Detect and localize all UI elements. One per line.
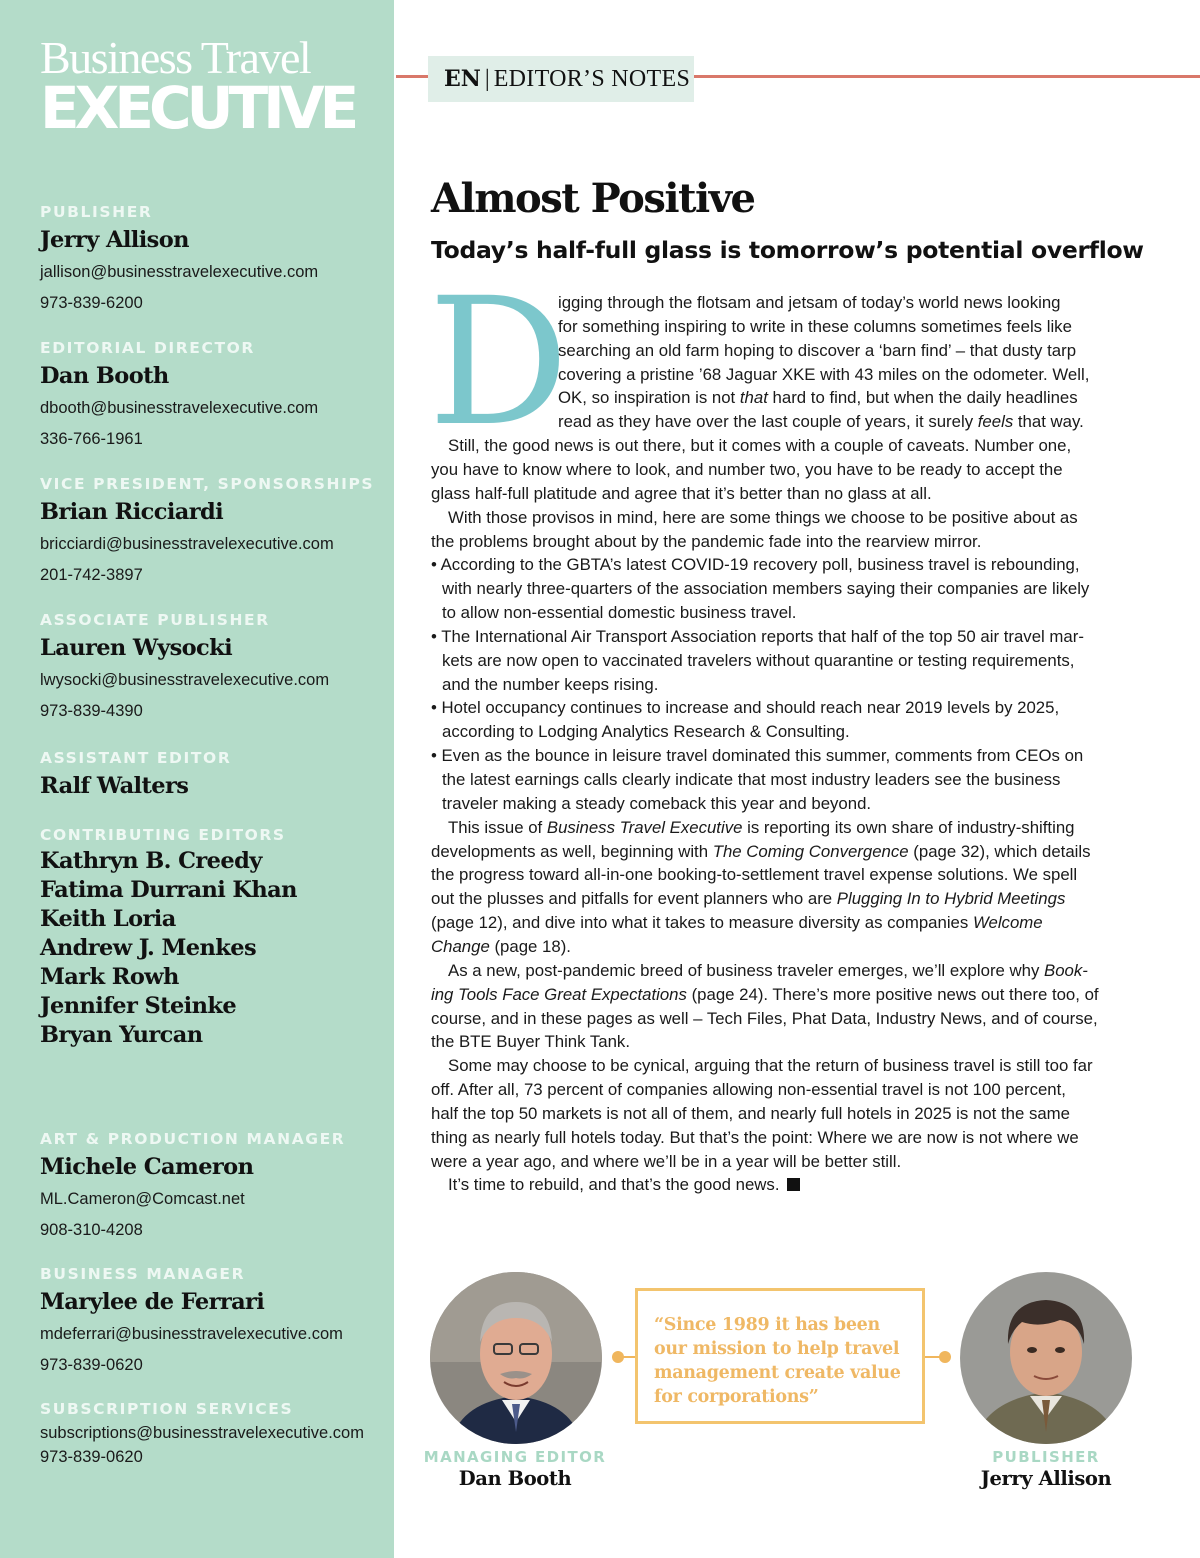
staff-name: Marylee de Ferrari xyxy=(40,1289,265,1315)
article-line: • Hotel occupancy continues to increase and should reach near 2019 levels by 2025, xyxy=(431,698,1060,718)
article-line: Change (page 18). xyxy=(431,936,571,956)
article-line: As a new, post-pandemic breed of business traveler emerges, we’ll explore why Book- xyxy=(448,960,1088,980)
article-line: for something inspiring to write in these columns sometimes feels like xyxy=(558,316,1072,336)
staff-role: VICE PRESIDENT, SPONSORSHIPS xyxy=(40,475,375,493)
article-line: • The International Air Transport Association reports that half of the top 50 air travel mar- xyxy=(431,626,1084,646)
staff-role: CONTRIBUTING EDITORS xyxy=(40,826,286,844)
article-line: and the number keeps rising. xyxy=(442,674,659,694)
staff-role: PUBLISHER xyxy=(40,203,153,221)
contributor-name: Fatima Durrani Khan xyxy=(40,877,297,903)
article-line: igging through the flotsam and jetsam of today’s world news looking xyxy=(558,293,1061,312)
article-line: course, and in these pages as well – Tech Files, Phat Data, Industry News, and of course, xyxy=(431,1008,1098,1028)
staff-editorial-director xyxy=(40,339,390,449)
contributor-name: Jennifer Steinke xyxy=(40,993,237,1019)
article-line: It’s time to rebuild, and that’s the good news. xyxy=(448,1175,800,1195)
staff-phone: 908-310-4208 xyxy=(40,1221,143,1239)
subscription-services xyxy=(40,1400,390,1467)
article-line: out the plusses and pitfalls for event planners who are Plugging In to Hybrid Meetings xyxy=(431,889,1066,909)
portrait-managing-editor xyxy=(430,1272,602,1444)
staff-contributing-editors xyxy=(40,826,390,1050)
staff-associate-publisher xyxy=(40,611,390,721)
staff-name: Michele Cameron xyxy=(40,1154,254,1180)
staff-business-manager xyxy=(40,1265,390,1375)
contributor-name: Keith Loria xyxy=(40,906,176,932)
article-line: developments as well, beginning with The Coming Convergence (page 32), which details xyxy=(431,841,1091,861)
staff-art-production-manager xyxy=(40,1130,390,1240)
staff-name: Lauren Wysocki xyxy=(40,635,233,661)
pull-quote-box xyxy=(635,1288,925,1424)
caption-name-left: Dan Booth xyxy=(458,1467,572,1490)
article-line: read as they have over the last couple of years, it surely feels that way. xyxy=(558,412,1084,432)
article-line: half the top 50 markets is not all of them, and nearly full hotels in 2025 is not the same xyxy=(431,1103,1070,1123)
pull-quote: “Since 1989 it has been our mission to help travel management create value for corporations” xyxy=(654,1315,901,1407)
article-line: OK, so inspiration is not that hard to find, but when the daily headlines xyxy=(558,388,1078,408)
staff-phone: 201-742-3897 xyxy=(40,566,143,584)
staff-role: BUSINESS MANAGER xyxy=(40,1265,246,1283)
brand-logo xyxy=(40,32,370,142)
staff-publisher xyxy=(40,203,390,313)
article-line: This issue of Business Travel Executive is reporting its own share of industry-shifting xyxy=(448,817,1075,837)
caption-role-right: PUBLISHER xyxy=(992,1448,1100,1466)
article-line: Some may choose to be cynical, arguing that the return of business travel is still too far xyxy=(448,1056,1093,1076)
staff-email[interactable]: mdeferrari@businesstravelexecutive.com xyxy=(40,1325,343,1343)
staff-role: SUBSCRIPTION SERVICES xyxy=(40,1400,294,1418)
article-line: the progress toward all-in-one booking-to-settlement travel expense solutions. We spell xyxy=(431,865,1078,885)
section-code: EN xyxy=(444,66,481,92)
staff-name: Brian Ricciardi xyxy=(40,499,224,525)
article-line: you have to know where to look, and number two, you have to be ready to accept the xyxy=(431,459,1063,479)
staff-email[interactable]: ML.Cameron@Comcast.net xyxy=(40,1190,245,1208)
staff-name: Ralf Walters xyxy=(40,773,189,799)
staff-phone: 973-839-0620 xyxy=(40,1356,143,1374)
section-separator: | xyxy=(484,65,490,92)
staff-role: EDITORIAL DIRECTOR xyxy=(40,339,255,357)
staff-email[interactable]: lwysocki@businesstravelexecutive.com xyxy=(40,671,330,689)
staff-email[interactable]: dbooth@businesstravelexecutive.com xyxy=(40,399,319,417)
staff-name: Dan Booth xyxy=(40,363,169,389)
article-line: With those provisos in mind, here are some things we choose to be positive about as xyxy=(448,507,1078,527)
brand-line-1: Business Travel xyxy=(40,32,311,83)
staff-assistant-editor xyxy=(40,749,390,800)
article-line: were a year ago, and where we’ll be in a year will be better still. xyxy=(431,1151,902,1171)
article-line: • Even as the bounce in leisure travel dominated this summer, comments from CEOs on xyxy=(431,746,1084,766)
article-line: traveler making a steady comeback this year and beyond. xyxy=(442,793,872,813)
staff-phone: 973-839-6200 xyxy=(40,294,143,312)
section-name: EDITOR’S NOTES xyxy=(493,65,691,92)
contributor-name: Andrew J. Menkes xyxy=(40,935,257,961)
staff-role: ASSOCIATE PUBLISHER xyxy=(40,611,270,629)
caption-role-left: MANAGING EDITOR xyxy=(423,1448,607,1466)
article-line: (page 12), and dive into what it takes to measure diversity as companies Welcome xyxy=(431,913,1043,933)
contributor-list xyxy=(40,847,390,1050)
article-line: covering a pristine ’68 Jaguar XKE with 43 miles on the odometer. Well, xyxy=(558,364,1090,384)
connector-left xyxy=(618,1356,636,1358)
drop-cap: D xyxy=(428,260,570,465)
end-mark-icon xyxy=(787,1178,800,1191)
staff-phone: 336-766-1961 xyxy=(40,430,143,448)
staff-role: ART & PRODUCTION MANAGER xyxy=(40,1130,346,1148)
caption-name-right: Jerry Allison xyxy=(980,1467,1112,1490)
article-line: thing as nearly full hotels today. But that’s the point: Where we are now is not where we xyxy=(431,1127,1079,1147)
article-line: ing Tools Face Great Expectations (page 24). There’s more positive news out there too, of xyxy=(431,984,1099,1004)
staff-vp-sponsorships xyxy=(40,475,390,585)
staff-email[interactable]: jallison@businesstravelexecutive.com xyxy=(40,263,319,281)
article-line: the problems brought about by the pandemic fade into the rearview mirror. xyxy=(431,531,982,551)
article-line: the latest earnings calls clearly indicate that most industry leaders see the business xyxy=(442,770,1061,789)
subscription-email[interactable]: subscriptions@businesstravelexecutive.com xyxy=(40,1424,364,1442)
article-subtitle: Today’s half-full glass is tomorrow’s potential overflow xyxy=(431,236,1144,264)
article-line: searching an old farm hoping to discover a ‘barn find’ – that dusty tarp xyxy=(558,340,1077,360)
connector-dot-right xyxy=(939,1351,951,1363)
staff-phone: 973-839-4390 xyxy=(40,702,143,720)
article-line: the BTE Buyer Think Tank. xyxy=(431,1032,630,1052)
portrait-publisher xyxy=(960,1272,1132,1444)
contributor-name: Mark Rowh xyxy=(40,964,179,990)
masthead-sidebar xyxy=(0,0,394,1558)
section-header xyxy=(428,56,694,102)
article-line: according to Lodging Analytics Research & Consulting. xyxy=(442,722,850,742)
article-line: off. After all, 73 percent of companies allowing non-essential travel is not 100 percent, xyxy=(431,1080,1066,1100)
article-line: Still, the good news is out there, but it comes with a couple of caveats. Number one, xyxy=(448,436,1072,456)
staff-role: ASSISTANT EDITOR xyxy=(40,749,232,767)
subscription-phone: 973-839-0620 xyxy=(40,1448,143,1466)
article-line: to allow non-essential domestic business travel. xyxy=(442,603,797,623)
article-title: Almost Positive xyxy=(431,175,755,222)
contributor-name: Bryan Yurcan xyxy=(40,1022,203,1048)
article-line: kets are now open to vaccinated travelers without quarantine or testing requirements, xyxy=(442,650,1075,670)
article-line: • According to the GBTA’s latest COVID-19 recovery poll, business travel is rebounding, xyxy=(431,555,1080,575)
brand-line-2: EXECUTIVE xyxy=(40,74,355,142)
staff-email[interactable]: bricciardi@businesstravelexecutive.com xyxy=(40,535,334,553)
person-icon xyxy=(960,1272,1132,1444)
article-line: with nearly three-quarters of the association members saying their companies are likely xyxy=(442,579,1090,599)
person-icon xyxy=(430,1272,602,1444)
contributor-name: Kathryn B. Creedy xyxy=(40,848,262,874)
article-line: glass half-full platitude and agree that it’s better than no glass at all. xyxy=(431,483,932,503)
staff-name: Jerry Allison xyxy=(40,227,189,253)
